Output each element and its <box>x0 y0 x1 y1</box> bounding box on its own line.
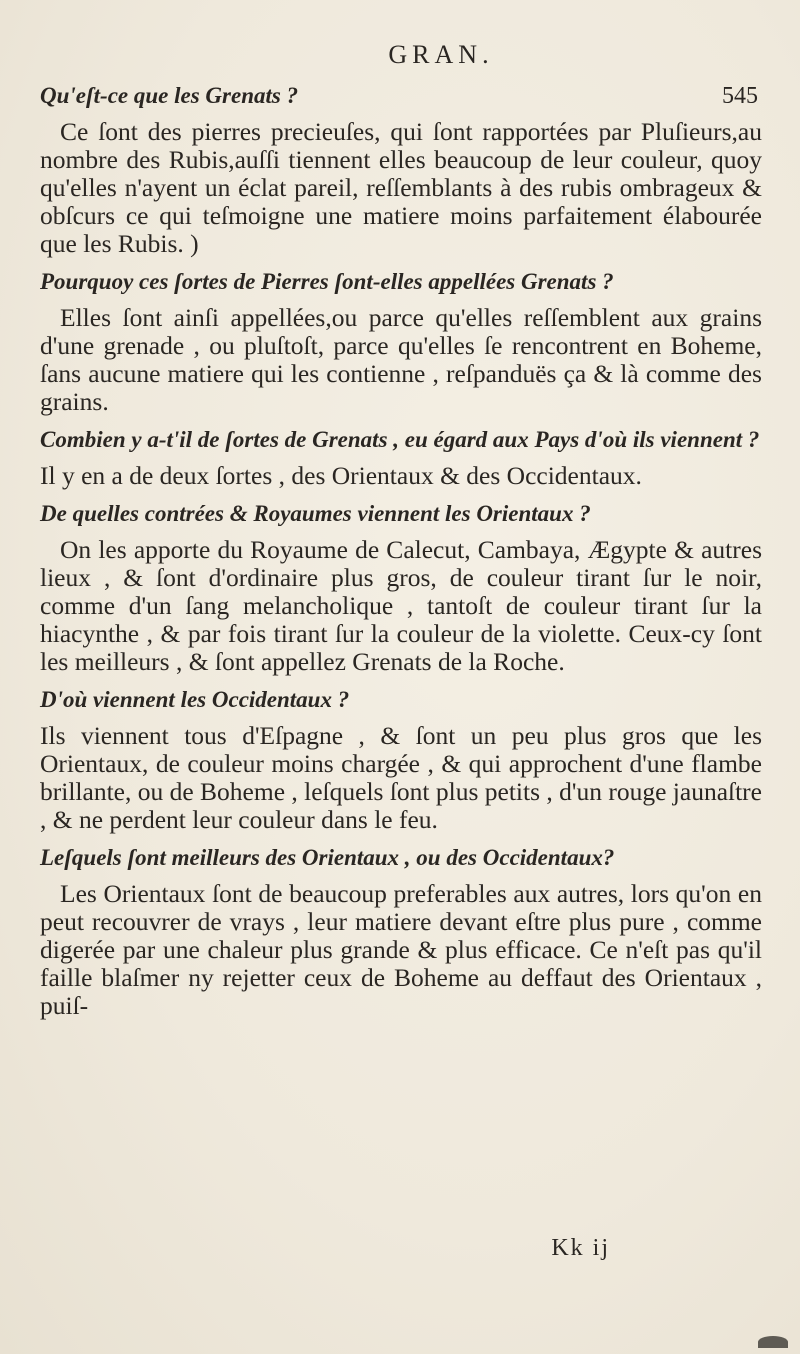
answer-paragraph: Les Orientaux ſont de beaucoup preferables aux autres, lors qu'on en peut recouvrer de vrays , leur matiere devant eſtre plus pure , comme digerée par une chaleur plus grande & plus efficace. Ce n'eſt pas qu'il faille blaſmer ny rejetter ceux de Boheme au deffaut des Orientaux , puiſ- <box>40 879 762 1020</box>
page-corner-smudge <box>758 1336 788 1348</box>
answer-paragraph: On les apporte du Royaume de Calecut, Cambaya, Ægypte & autres lieux , & ſont d'ordinaire plus gros, de couleur tirant ſur le noir, comme d'un ſang melancholique , tantoſt de couleur tirant ſur la hiacynthe , & par fois tirant ſur la couleur de la violette. Ceux-cy ſont les meilleurs , & ſont appellez Grenats de la Roche. <box>40 535 762 676</box>
running-head: GRAN. <box>388 40 494 69</box>
page-number: 545 <box>722 83 758 109</box>
catchword-signature: Kk ij <box>551 1235 610 1261</box>
question-heading: D'où viennent les Occidentaux ? <box>40 687 350 712</box>
answer-paragraph: Ils viennent tous d'Eſpagne , & ſont un peu plus gros que les Orientaux, de couleur moins chargée , & qui approchent d'une flambe brillante, ou de Boheme , leſquels ſont plus petits , d'un rouge jaunaſtre , & ne perdent leur couleur dans le feu. <box>40 721 762 834</box>
answer-paragraph: Il y en a de deux ſortes , des Orientaux & des Occidentaux. <box>40 461 642 490</box>
answer-paragraph: Elles ſont ainſi appellées,ou parce qu'elles reſſemblent aux grains d'une grenade , ou pluſtoſt, parce qu'elles ſe rencontrent en Boheme, ſans aucune matiere qui les contienne , reſpanduës ça & là comme des grains. <box>40 303 762 416</box>
first-question-row <box>40 72 762 118</box>
question-heading: Pourquoy ces ſortes de Pierres ſont-elles appellées Grenats ? <box>40 269 614 294</box>
question-heading: Qu'eſt-ce que les Grenats ? <box>40 83 299 108</box>
question-heading: Leſquels ſont meilleurs des Orientaux , ou des Occidentaux? <box>40 845 615 870</box>
question-heading: De quelles contrées & Royaumes viennent les Orientaux ? <box>40 501 591 526</box>
question-heading: Combien y a-t'il de ſortes de Grenats , eu égard aux Pays d'où ils viennent ? <box>40 427 760 452</box>
answer-paragraph: Ce ſont des pierres precieuſes, qui ſont rapportées par Pluſieurs,au nombre des Rubis,auſſi tiennent elles beaucoup de leur couleur, quoy qu'elles n'ayent un éclat pareil, reſſemblants à des rubis ombrageux & obſcurs ce qui teſmoigne une matiere moins parfaitement élabourée que les Rubis. ) <box>40 117 762 258</box>
